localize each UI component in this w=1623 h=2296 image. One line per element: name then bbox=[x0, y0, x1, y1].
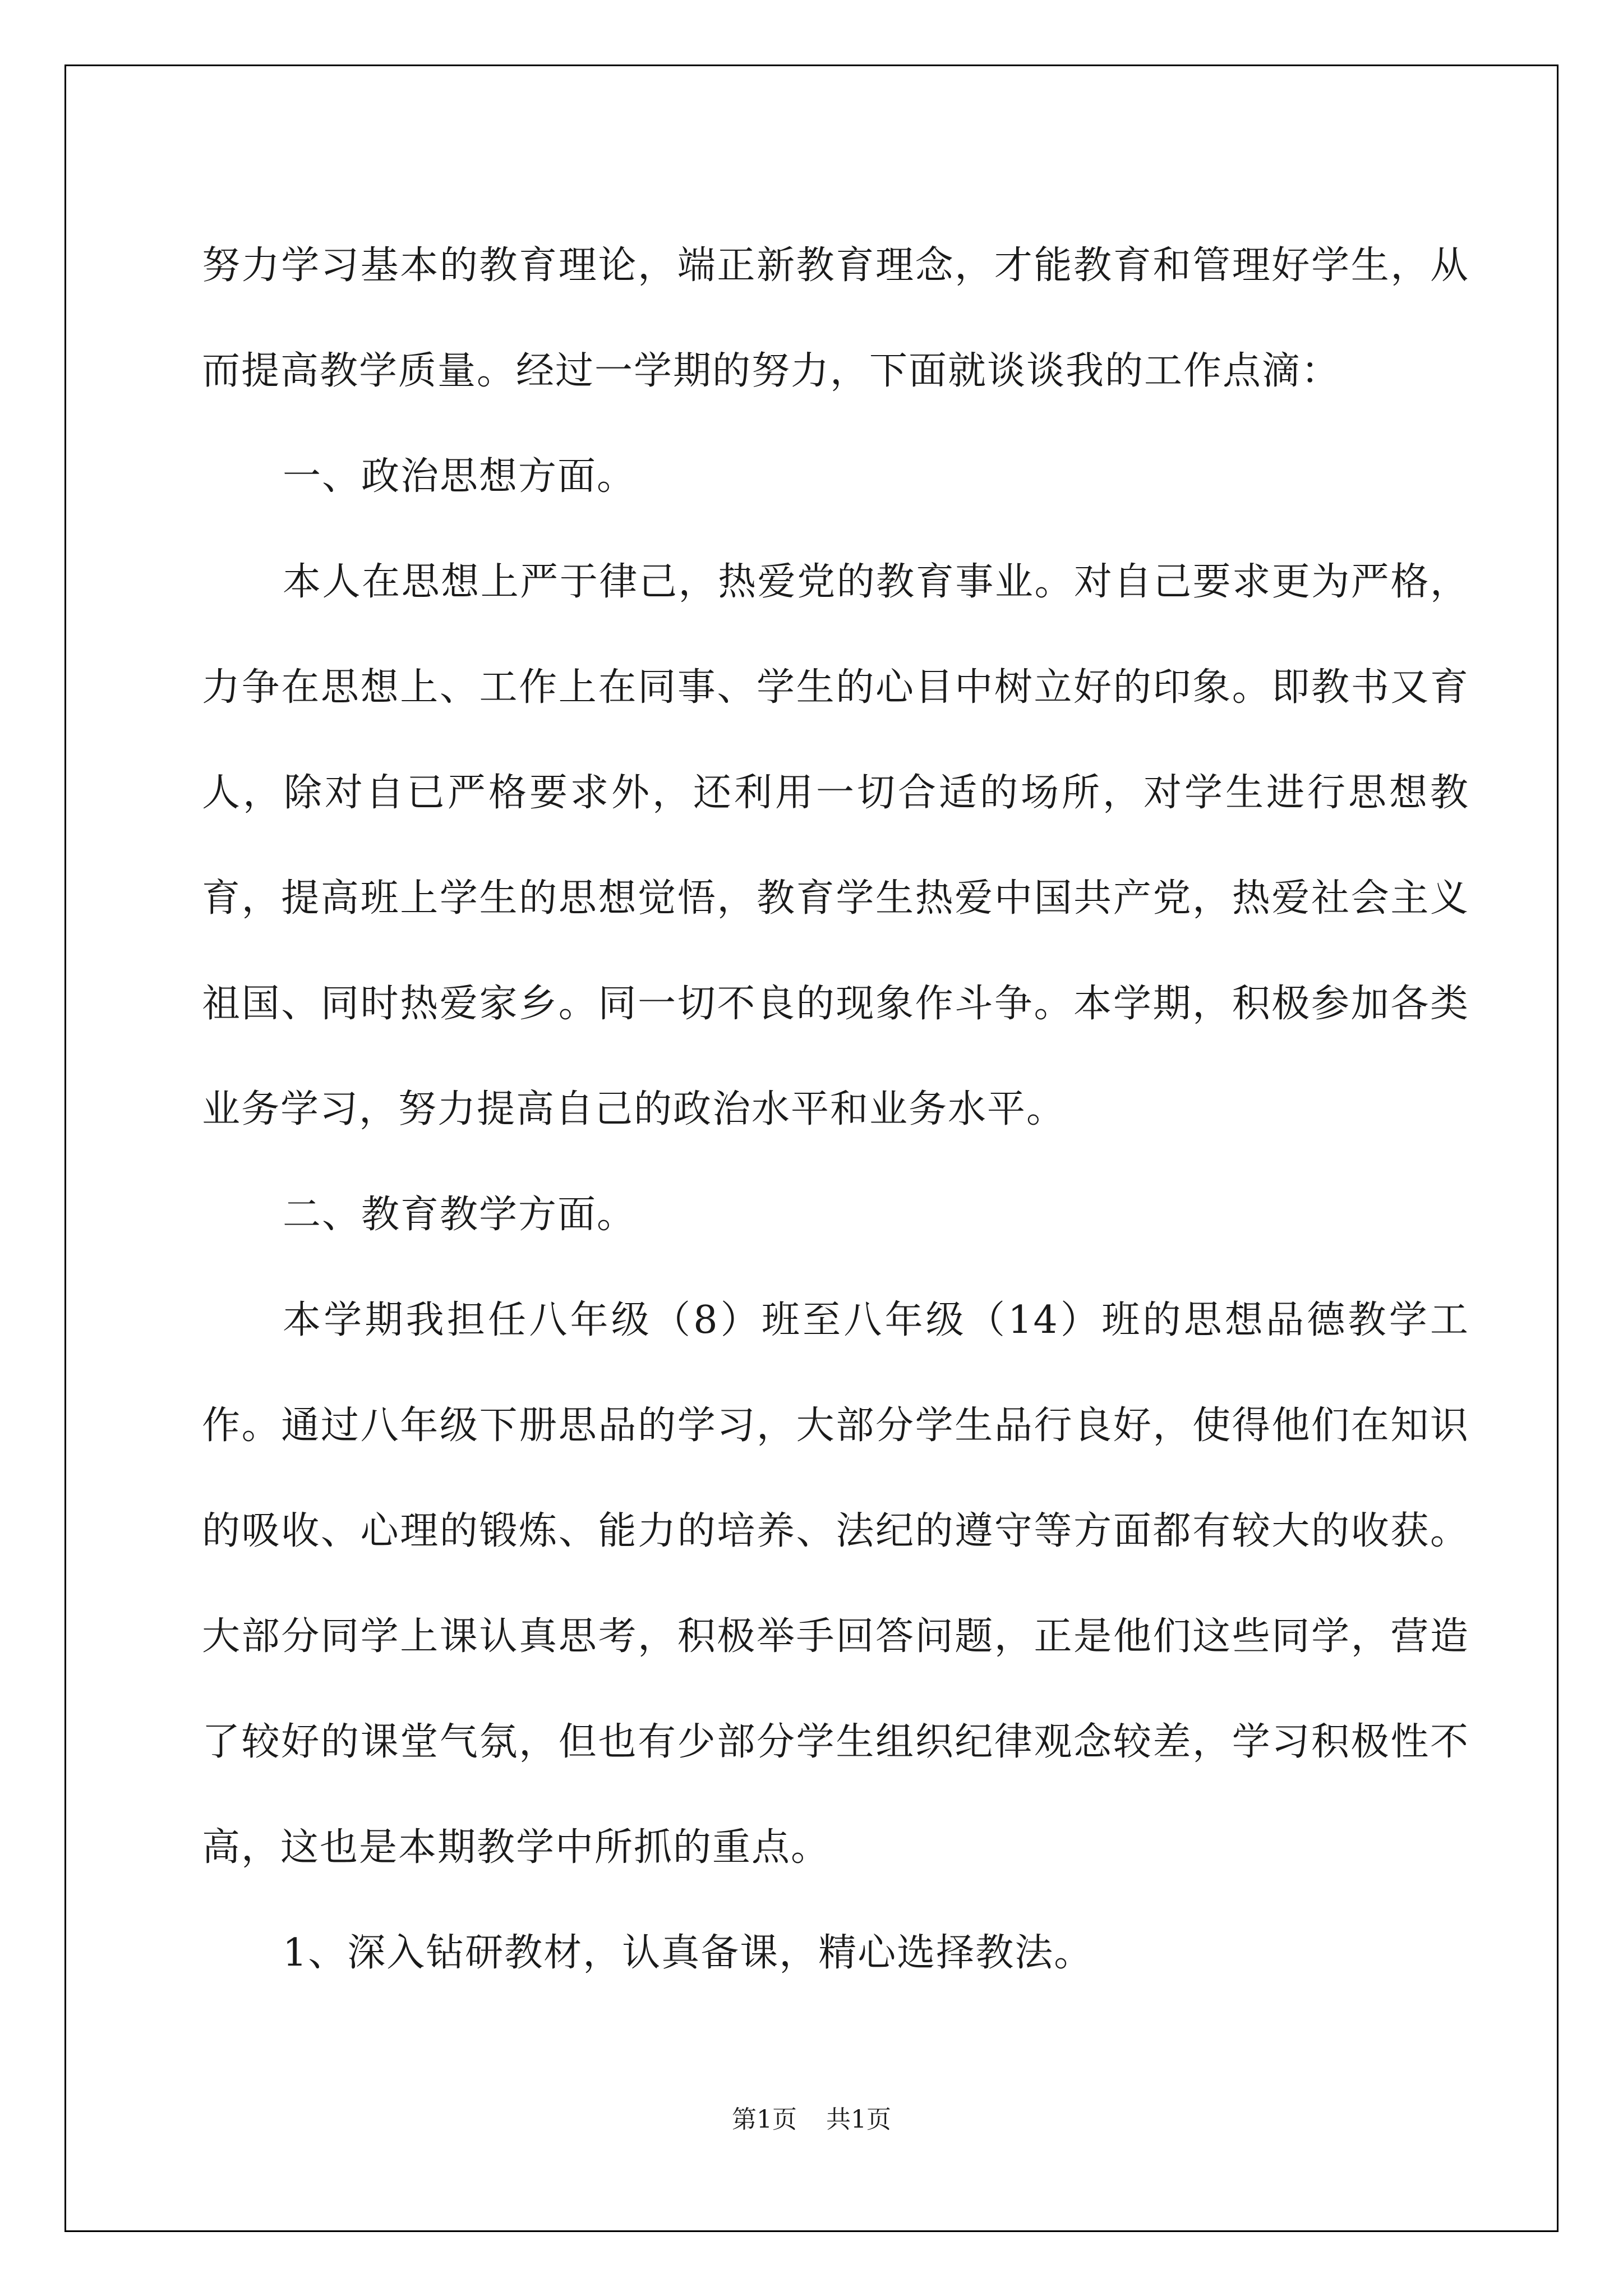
document-body bbox=[202, 213, 1469, 2006]
paragraph-intro: 努力学习基本的教育理论，端正新教育理念，才能教育和管理好学生，从而提高教学质量。经过一学期的努力，下面就谈谈我的工作点滴： bbox=[202, 243, 1469, 393]
page-total: 共1页 bbox=[826, 2105, 891, 2134]
paragraph-teaching: 本学期我担任八年级（8）班至八年级（14）班的思想品德教学工作。通过八年级下册思品的学习，大部分学生品行良好，使得他们在知识的吸收、心理的锻炼、能力的培养、法纪的遵守等方面都有较大的收获。大部分同学上课认真思考，积极举手回答问题，正是他们这些同学，营造了较好的课堂气氛，但也有少部分学生组织纪律观念较差，学习积极性不高，这也是本期教学中所抓的重点。 bbox=[202, 1298, 1469, 1870]
section-heading-political: 一、政治思想方面。 bbox=[283, 454, 637, 499]
page-number: 第1页 bbox=[732, 2105, 797, 2134]
paragraph-political: 本人在思想上严于律己，热爱党的教育事业。对自己要求更为严格，力争在思想上、工作上在同事、学生的心目中树立好的印象。即教书又育人，除对自已严格要求外，还利用一切合适的场所，对学生进行思想教育，提高班上学生的思想觉悟，教育学生热爱中国共产党，热爱社会主义祖国、同时热爱家乡。同一切不良的现象作斗争。本学期，积极参加各类业务学习，努力提高自己的政治水平和业务水平。 bbox=[202, 560, 1469, 1131]
list-item-1: 1、深入钻研教材，认真备课，精心选择教法。 bbox=[283, 1931, 1094, 1975]
section-heading-teaching: 二、教育教学方面。 bbox=[283, 1193, 637, 1237]
page-footer bbox=[0, 2099, 1623, 2135]
